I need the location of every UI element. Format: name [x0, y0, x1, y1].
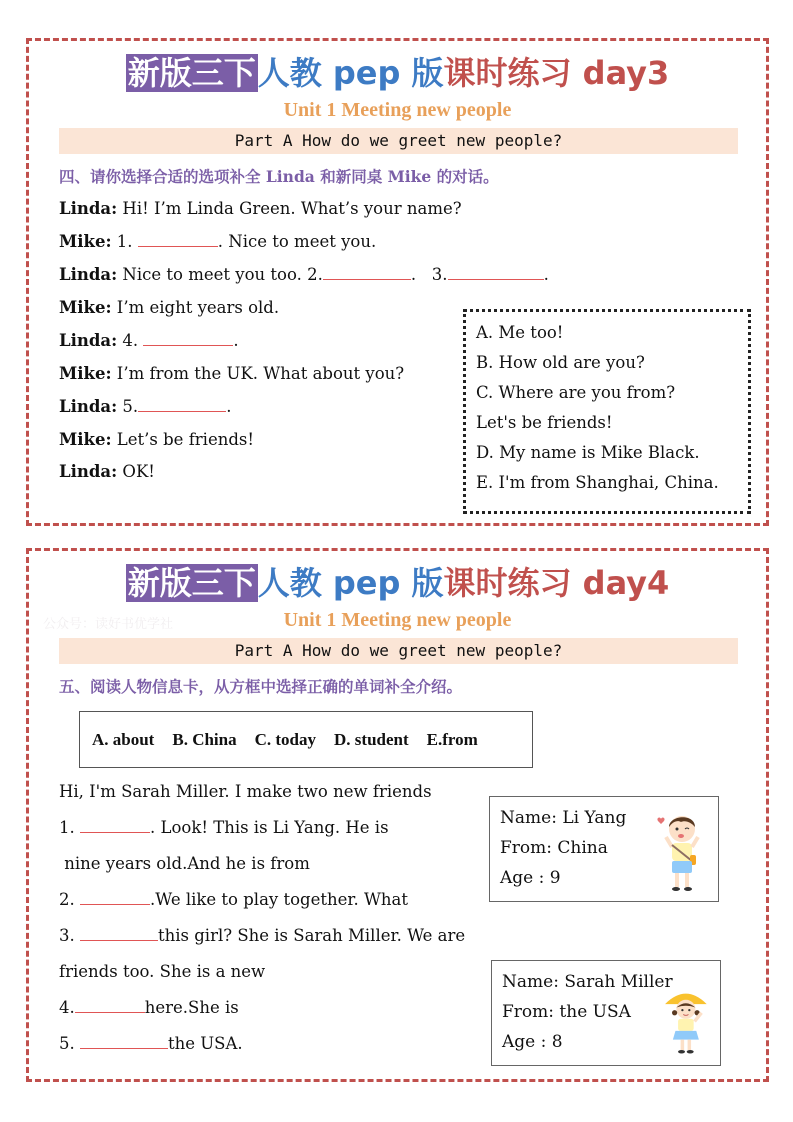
answer-blank-4[interactable]: [75, 997, 145, 1013]
option-c-extra: Let's be friends!: [476, 413, 613, 432]
worksheet-title: [29, 561, 766, 605]
title-publisher: 人教 pep 版: [257, 564, 444, 602]
speaker: Mike:: [59, 430, 112, 449]
dialogue-text: Nice to meet you too. 2.: [117, 265, 323, 284]
title-lesson: 课时练习 day4: [443, 564, 670, 602]
title-edition: 新版三下: [127, 564, 256, 602]
dialogue-text: 1.: [111, 232, 138, 251]
dialogue-text: Let’s be friends!: [111, 430, 255, 449]
card-from: From: the USA: [502, 1002, 631, 1022]
option-d: D. My name is Mike Black.: [476, 443, 700, 462]
speaker: Linda:: [59, 462, 118, 481]
boy-illustration-icon: [652, 807, 710, 897]
answer-blank-1[interactable]: [80, 817, 150, 833]
title-publisher: 人教 pep 版: [257, 54, 444, 92]
word-option-b: B. China: [172, 729, 237, 749]
answer-blank-2[interactable]: [80, 889, 150, 905]
option-c: C. Where are you from?: [476, 383, 676, 402]
passage-text: 5.: [59, 1034, 80, 1053]
passage-text: friends too. She is a new: [59, 962, 266, 981]
part-band: Part A How do we greet new people?: [59, 638, 738, 664]
passage-line: [59, 961, 265, 983]
dialogue-text: .: [543, 265, 549, 284]
passage-text: 4.: [59, 998, 75, 1017]
title-edition: 新版三下: [127, 54, 256, 92]
dialogue-line: [59, 264, 549, 286]
speaker: Linda:: [59, 265, 118, 284]
info-card-sarah-miller: [491, 960, 721, 1066]
dialogue-line: [59, 396, 231, 418]
passage-text: Hi, I'm Sarah Miller. I make two new friends: [59, 782, 432, 801]
speaker: Mike:: [59, 364, 112, 383]
speaker: Linda:: [59, 331, 118, 350]
passage-line: [59, 853, 310, 875]
passage-text: here.She is: [144, 998, 239, 1017]
option-b: B. How old are you?: [476, 353, 645, 372]
dialogue-line: [59, 231, 376, 253]
word-option-d: D. student: [334, 729, 409, 749]
info-card-li-yang: [489, 796, 719, 902]
dialogue-line: [59, 461, 155, 483]
passage-text: 2.: [59, 890, 80, 909]
word-option-e: E.from: [426, 729, 478, 749]
dialogue-text: . 3.: [410, 265, 448, 284]
option-a: A. Me too!: [476, 323, 564, 342]
worksheet-title: [29, 51, 766, 95]
passage-text: .We like to play together. What: [150, 890, 409, 909]
passage-text: 1.: [59, 818, 80, 837]
dialogue-line: [59, 429, 254, 451]
passage-text: 3.: [59, 926, 80, 945]
girl-illustration-icon: [658, 985, 712, 1063]
exercise-heading: 四、请你选择合适的选项补全 Linda 和新同桌 Mike 的对话。: [59, 167, 499, 186]
dialogue-text: .: [233, 331, 239, 350]
option-e: E. I'm from Shanghai, China.: [476, 473, 719, 492]
passage-text: this girl? She is Sarah Miller. We are: [158, 926, 466, 945]
passage-line: [59, 889, 408, 911]
passage-line: [59, 817, 389, 839]
dialogue-line: [59, 363, 404, 385]
card-name: Name: Li Yang: [500, 808, 627, 828]
answer-blank-2[interactable]: [323, 264, 411, 280]
card-age: Age : 9: [500, 868, 561, 888]
word-bank: [79, 711, 533, 768]
worksheet-day4: [26, 548, 769, 1082]
passage-line: [59, 781, 432, 803]
answer-blank-4[interactable]: [143, 330, 233, 346]
dialogue-line: [59, 297, 279, 319]
answer-blank-5[interactable]: [138, 396, 226, 412]
speaker: Linda:: [59, 397, 118, 416]
answer-blank-3[interactable]: [80, 925, 158, 941]
dialogue-text: OK!: [117, 462, 155, 481]
dialogue-line: [59, 198, 462, 220]
part-band: Part A How do we greet new people?: [59, 128, 738, 154]
worksheet-day3: [26, 38, 769, 526]
answer-blank-3[interactable]: [448, 264, 544, 280]
dialogue-text: 5.: [117, 397, 139, 416]
answer-blank-5[interactable]: [80, 1033, 168, 1049]
title-lesson: 课时练习 day3: [443, 54, 670, 92]
answer-blank-1[interactable]: [138, 231, 218, 247]
options-box: [463, 309, 751, 514]
dialogue-line: [59, 330, 239, 352]
word-option-c: C. today: [254, 729, 317, 749]
dialogue-text: .: [226, 397, 232, 416]
dialogue-text: 4.: [117, 331, 144, 350]
unit-subtitle: Unit 1 Meeting new people: [283, 99, 512, 121]
exercise-heading: 五、阅读人物信息卡，从方框中选择正确的单词补全介绍。: [59, 677, 463, 696]
card-name: Name: Sarah Miller: [502, 972, 673, 992]
passage-text: the USA.: [168, 1034, 243, 1053]
speaker: Mike:: [59, 232, 112, 251]
passage-text: . Look! This is Li Yang. He is: [150, 818, 389, 837]
unit-subtitle: Unit 1 Meeting new people: [283, 609, 512, 631]
passage-line: [59, 997, 239, 1019]
passage-line: [59, 925, 465, 947]
card-age: Age : 8: [502, 1032, 563, 1052]
speaker: Mike:: [59, 298, 112, 317]
speaker: Linda:: [59, 199, 118, 218]
dialogue-text: I’m eight years old.: [111, 298, 280, 317]
dialogue-text: Hi! I’m Linda Green. What’s your name?: [117, 199, 462, 218]
watermark: 公众号：读好书优学社: [43, 617, 174, 632]
word-option-a: A. about: [92, 729, 155, 749]
dialogue-text: I’m from the UK. What about you?: [111, 364, 405, 383]
passage-line: [59, 1033, 243, 1055]
dialogue-text: . Nice to meet you.: [217, 232, 377, 251]
card-from: From: China: [500, 838, 608, 858]
passage-text: nine years old.And he is from: [59, 854, 310, 873]
